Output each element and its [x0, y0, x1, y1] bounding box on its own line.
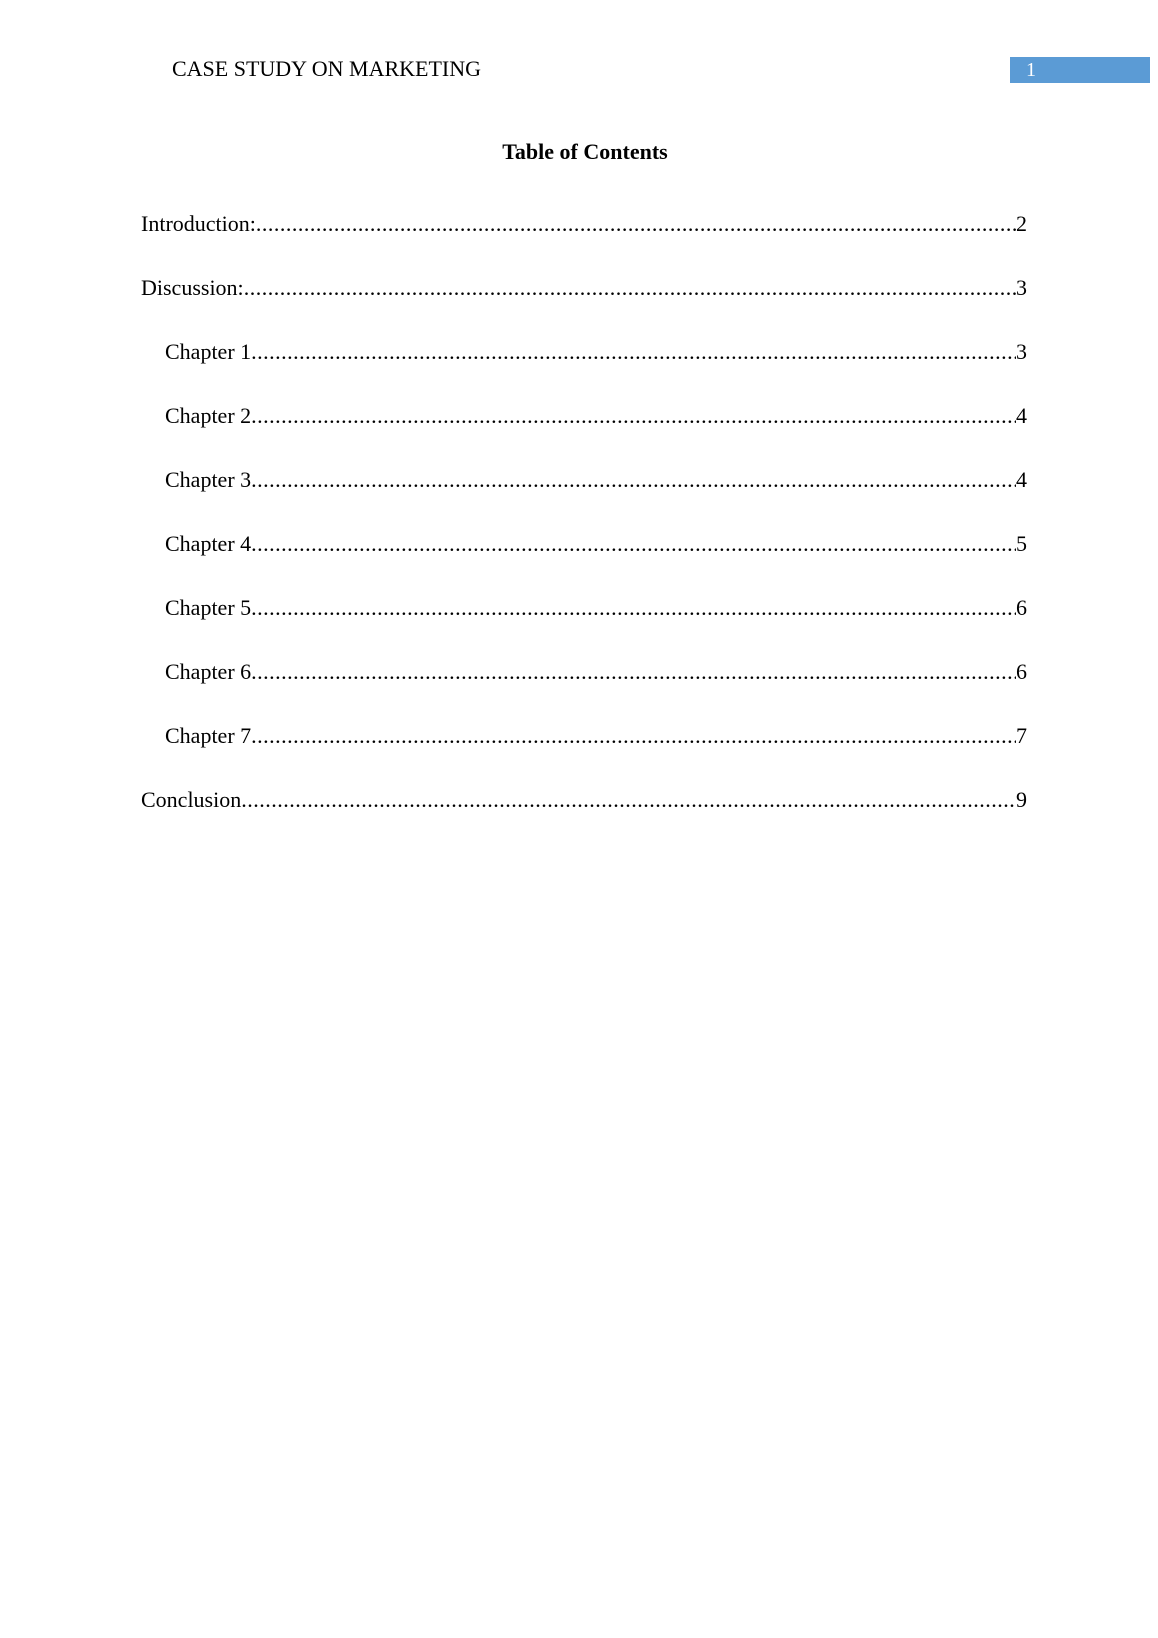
- toc-dot-leader: [251, 339, 1016, 365]
- toc-entry-label: Chapter 3: [165, 467, 252, 492]
- table-of-contents: [141, 211, 1027, 851]
- toc-dot-leader: [241, 787, 1016, 813]
- toc-heading: Table of Contents: [502, 139, 668, 164]
- page-number-badge: [1010, 57, 1150, 83]
- toc-entry-page: 4: [1016, 467, 1027, 492]
- toc-dot-leader: [251, 467, 1016, 493]
- toc-entry-label: Introduction:: [141, 211, 256, 236]
- toc-entry-chapter-6[interactable]: [141, 659, 1027, 723]
- toc-dot-leader: [251, 595, 1016, 621]
- page-number: 1: [1026, 59, 1036, 81]
- toc-entry-chapter-5[interactable]: [141, 595, 1027, 659]
- toc-entry-label: Chapter 1: [165, 339, 252, 364]
- toc-dot-leader: [256, 211, 1016, 237]
- toc-entry-label: Discussion:: [141, 275, 244, 300]
- toc-dot-leader: [244, 275, 1016, 301]
- toc-entry-page: 4: [1016, 403, 1027, 428]
- toc-entry-chapter-2[interactable]: [141, 403, 1027, 467]
- toc-dot-leader: [251, 531, 1016, 557]
- toc-entry-chapter-1[interactable]: [141, 339, 1027, 403]
- toc-entry-label: Chapter 6: [165, 659, 252, 684]
- toc-entry-chapter-7[interactable]: [141, 723, 1027, 787]
- toc-dot-leader: [251, 659, 1016, 685]
- toc-dot-leader: [251, 723, 1016, 749]
- toc-entry-conclusion[interactable]: [141, 787, 1027, 851]
- toc-entry-introduction[interactable]: [141, 211, 1027, 275]
- running-header-title: CASE STUDY ON MARKETING: [172, 56, 482, 81]
- toc-dot-leader: [251, 403, 1016, 429]
- toc-entry-page: 9: [1016, 787, 1027, 812]
- toc-entry-chapter-3[interactable]: [141, 467, 1027, 531]
- toc-entry-label: Chapter 7: [165, 723, 252, 748]
- toc-entry-page: 6: [1016, 659, 1027, 684]
- toc-entry-label: Chapter 4: [165, 531, 252, 556]
- toc-entry-label: Conclusion: [141, 787, 242, 812]
- toc-entry-page: 3: [1016, 339, 1027, 364]
- toc-entry-page: 7: [1016, 723, 1027, 748]
- toc-entry-label: Chapter 5: [165, 595, 252, 620]
- toc-entry-page: 3: [1016, 275, 1027, 300]
- toc-entry-discussion[interactable]: [141, 275, 1027, 339]
- toc-entry-chapter-4[interactable]: [141, 531, 1027, 595]
- toc-entry-page: 6: [1016, 595, 1027, 620]
- toc-entry-label: Chapter 2: [165, 403, 252, 428]
- toc-entry-page: 2: [1016, 211, 1027, 236]
- toc-entry-page: 5: [1016, 531, 1027, 556]
